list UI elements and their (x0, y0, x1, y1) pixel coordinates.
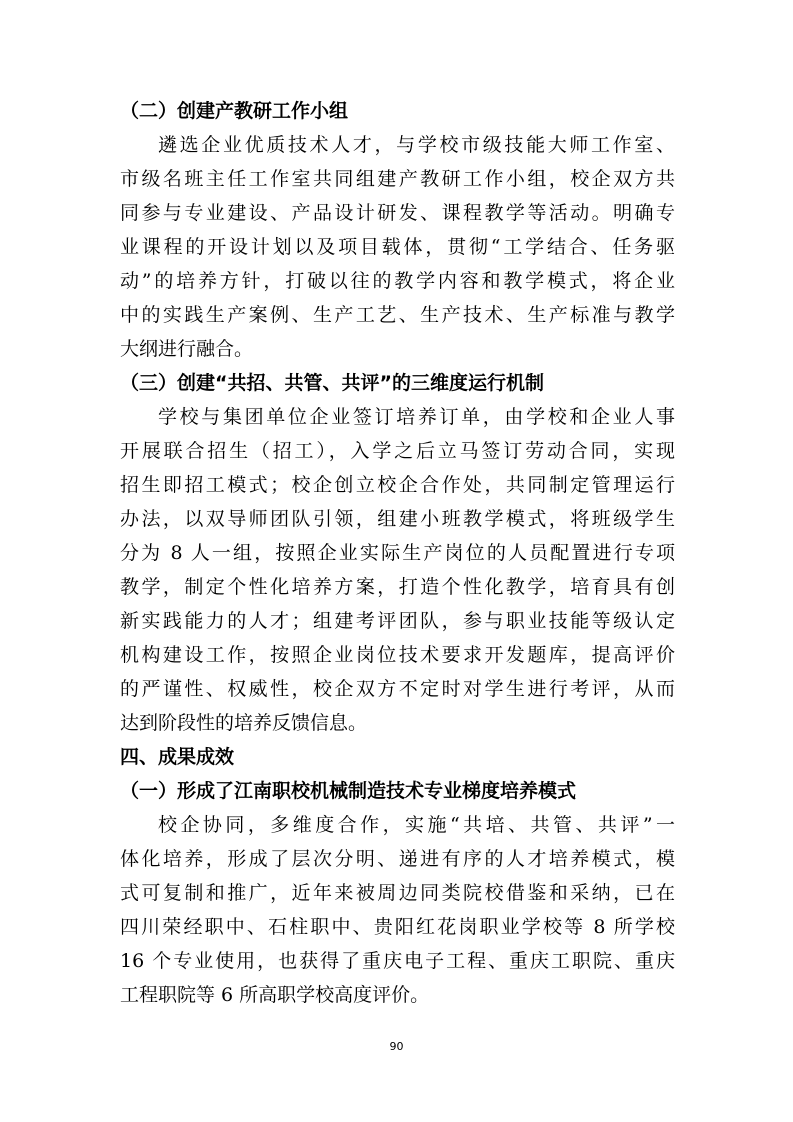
document-body (120, 94, 675, 1012)
paragraph-line: 机构建设工作，按照企业岗位技术要求开发题库，提高评价 (120, 644, 675, 666)
paragraph-line: 业课程的开设计划以及项目载体，贯彻“工学结合、任务驱 (120, 236, 675, 258)
paragraph-line: 招生即招工模式；校企创立校企合作处，共同制定管理运行 (120, 474, 675, 496)
paragraph-line: 校企协同，多维度合作，实施“共培、共管、共评”一 (158, 814, 675, 836)
paragraph-line: 工程职院等 6 所高职学校高度评价。 (120, 984, 430, 1006)
paragraph-line: 市级名班主任工作室共同组建产教研工作小组，校企双方共 (120, 168, 675, 190)
paragraph-line: 中的实践生产案例、生产工艺、生产技术、生产标准与教学 (120, 304, 675, 326)
subsection-heading: （一）形成了江南职校机械制造技术专业梯度培养模式 (120, 780, 577, 802)
page-number: 90 (389, 1040, 404, 1053)
paragraph-line: 式可复制和推广，近年来被周边同类院校借鉴和采纳，已在 (120, 882, 675, 904)
paragraph-line: 开展联合招生（招工），入学之后立马签订劳动合同，实现 (120, 440, 675, 462)
paragraph-line: 动”的培养方针，打破以往的教学内容和教学模式，将企业 (120, 270, 675, 292)
section-heading: 四、成果成效 (120, 746, 235, 768)
subsection-heading: （二）创建产教研工作小组 (120, 100, 349, 122)
paragraph-line: 分为 8 人一组，按照企业实际生产岗位的人员配置进行专项 (120, 542, 675, 564)
paragraph-line: 大纲进行融合。 (120, 338, 254, 360)
paragraph-line: 遴选企业优质技术人才，与学校市级技能大师工作室、 (158, 134, 675, 156)
paragraph-line: 学校与集团单位企业签订培养订单，由学校和企业人事 (158, 406, 675, 428)
paragraph-line: 达到阶段性的培养反馈信息。 (120, 712, 368, 734)
paragraph-line: 四川荣经职中、石柱职中、贵阳红花岗职业学校等 8 所学校 (120, 916, 675, 938)
paragraph-line: 同参与专业建设、产品设计研发、课程教学等活动。明确专 (120, 202, 675, 224)
paragraph-line: 的严谨性、权威性，校企双方不定时对学生进行考评，从而 (120, 678, 675, 700)
paragraph-line: 体化培养，形成了层次分明、递进有序的人才培养模式，模 (120, 848, 675, 870)
paragraph-line: 办法，以双导师团队引领，组建小班教学模式，将班级学生 (120, 508, 675, 530)
paragraph-line: 16 个专业使用，也获得了重庆电子工程、重庆工职院、重庆 (120, 950, 675, 972)
paragraph-line: 教学，制定个性化培养方案，打造个性化教学，培育具有创 (120, 576, 675, 598)
paragraph-line: 新实践能力的人才；组建考评团队，参与职业技能等级认定 (120, 610, 675, 632)
subsection-heading: （三）创建“共招、共管、共评”的三维度运行机制 (120, 372, 544, 394)
